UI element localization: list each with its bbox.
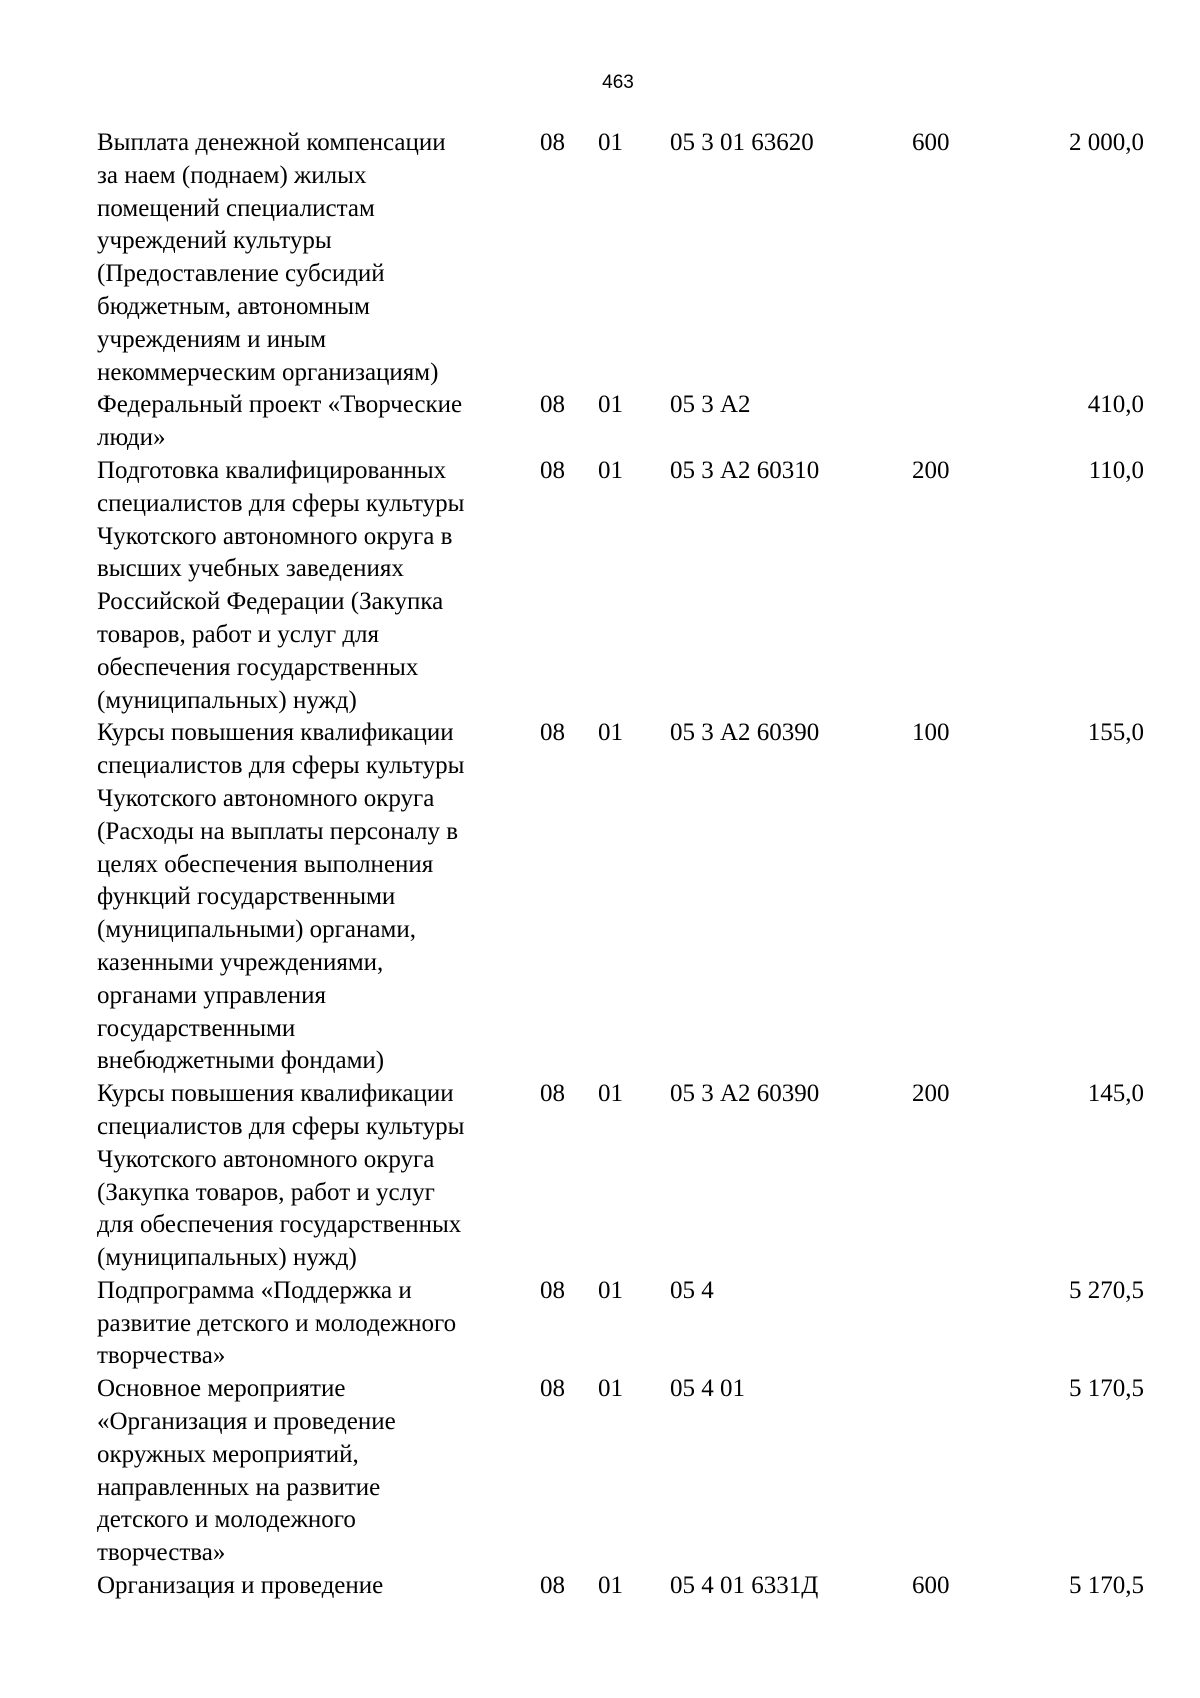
row-expense-type: 100	[912, 719, 950, 747]
row-target-code: 05 3 А2 60310	[670, 456, 820, 484]
row-expense-type: 600	[912, 1572, 950, 1600]
row-subsection: 01	[598, 1375, 623, 1403]
row-target-code: 05 4 01 6331Д	[670, 1572, 819, 1600]
row-amount: 145,0	[1087, 1080, 1144, 1108]
row-expense-type: 600	[912, 129, 950, 156]
row-target-code: 05 3 А2	[670, 391, 751, 419]
table-row	[0, 1373, 1200, 1570]
row-subsection: 01	[598, 1080, 623, 1108]
table-row	[0, 1275, 1200, 1373]
row-name: Курсы повышения квалификации специалистов для сферы культуры Чукотского автономного округа (Закупка товаров, работ и услуг для обеспечения государственных (муниципальных) нужд)	[97, 1080, 465, 1272]
row-amount: 410,0	[1087, 391, 1144, 419]
row-target-code: 05 3 А2 60390	[670, 1080, 820, 1108]
row-section: 08	[540, 1276, 565, 1304]
row-name: Подготовка квалифицированных специалистов для сферы культуры Чукотского автономного округа в высших учебных заведениях Российской Федерации (Закупка товаров, работ и услуг для обеспечения государственных (муниципальных) нужд)	[97, 456, 465, 714]
row-target-code: 05 3 01 63620	[670, 129, 814, 156]
row-name: Выплата денежной компенсации за наем (поднаем) жилых помещений специалистам учреждений культуры (Предоставление субсидий бюджетным, автономным учреждениям и иным некоммерческим организациям)	[97, 129, 446, 386]
row-section: 08	[540, 719, 565, 747]
row-amount: 5 170,5	[1069, 1572, 1144, 1600]
row-section: 08	[540, 1080, 565, 1108]
row-name: Подпрограмма «Поддержка и развитие детского и молодежного творчества»	[97, 1276, 457, 1370]
row-amount: 5 170,5	[1069, 1375, 1144, 1403]
row-section: 08	[540, 1375, 565, 1403]
row-expense-type: 200	[912, 1080, 950, 1108]
row-subsection: 01	[598, 129, 623, 156]
row-target-code: 05 4 01	[670, 1375, 745, 1403]
row-section: 08	[540, 456, 565, 484]
page-number: 463	[602, 72, 634, 93]
row-section: 08	[540, 129, 565, 156]
row-amount: 5 270,5	[1069, 1276, 1144, 1304]
budget-table	[0, 127, 1200, 1603]
row-name: Курсы повышения квалификации специалистов для сферы культуры Чукотского автономного округа (Расходы на выплаты персоналу в целях обеспечения выполнения функций государственными (муниципальными) органами, казенными учреждениями, органами управления государственными внебюджетными фондами)	[97, 719, 465, 1075]
table-row	[0, 389, 1200, 455]
row-subsection: 01	[598, 1572, 623, 1600]
table-row	[0, 1570, 1200, 1603]
row-subsection: 01	[598, 719, 623, 747]
row-name: Федеральный проект «Творческие люди»	[97, 391, 463, 452]
row-subsection: 01	[598, 456, 623, 484]
row-target-code: 05 4	[670, 1276, 714, 1304]
row-section: 08	[540, 1572, 565, 1600]
row-expense-type: 200	[912, 456, 950, 484]
row-section: 08	[540, 391, 565, 419]
row-subsection: 01	[598, 1276, 623, 1304]
row-name: Организация и проведение	[97, 1572, 384, 1600]
row-amount: 2 000,0	[1069, 129, 1144, 156]
table-row	[0, 717, 1200, 1078]
table-row	[0, 1078, 1200, 1275]
table-row	[0, 455, 1200, 717]
table-row	[0, 127, 1200, 389]
row-amount: 155,0	[1087, 719, 1144, 747]
row-name: Основное мероприятие «Организация и проведение окружных мероприятий, направленных на развитие детского и молодежного творчества»	[97, 1375, 396, 1567]
row-subsection: 01	[598, 391, 623, 419]
row-target-code: 05 3 А2 60390	[670, 719, 820, 747]
row-amount: 110,0	[1088, 456, 1144, 484]
